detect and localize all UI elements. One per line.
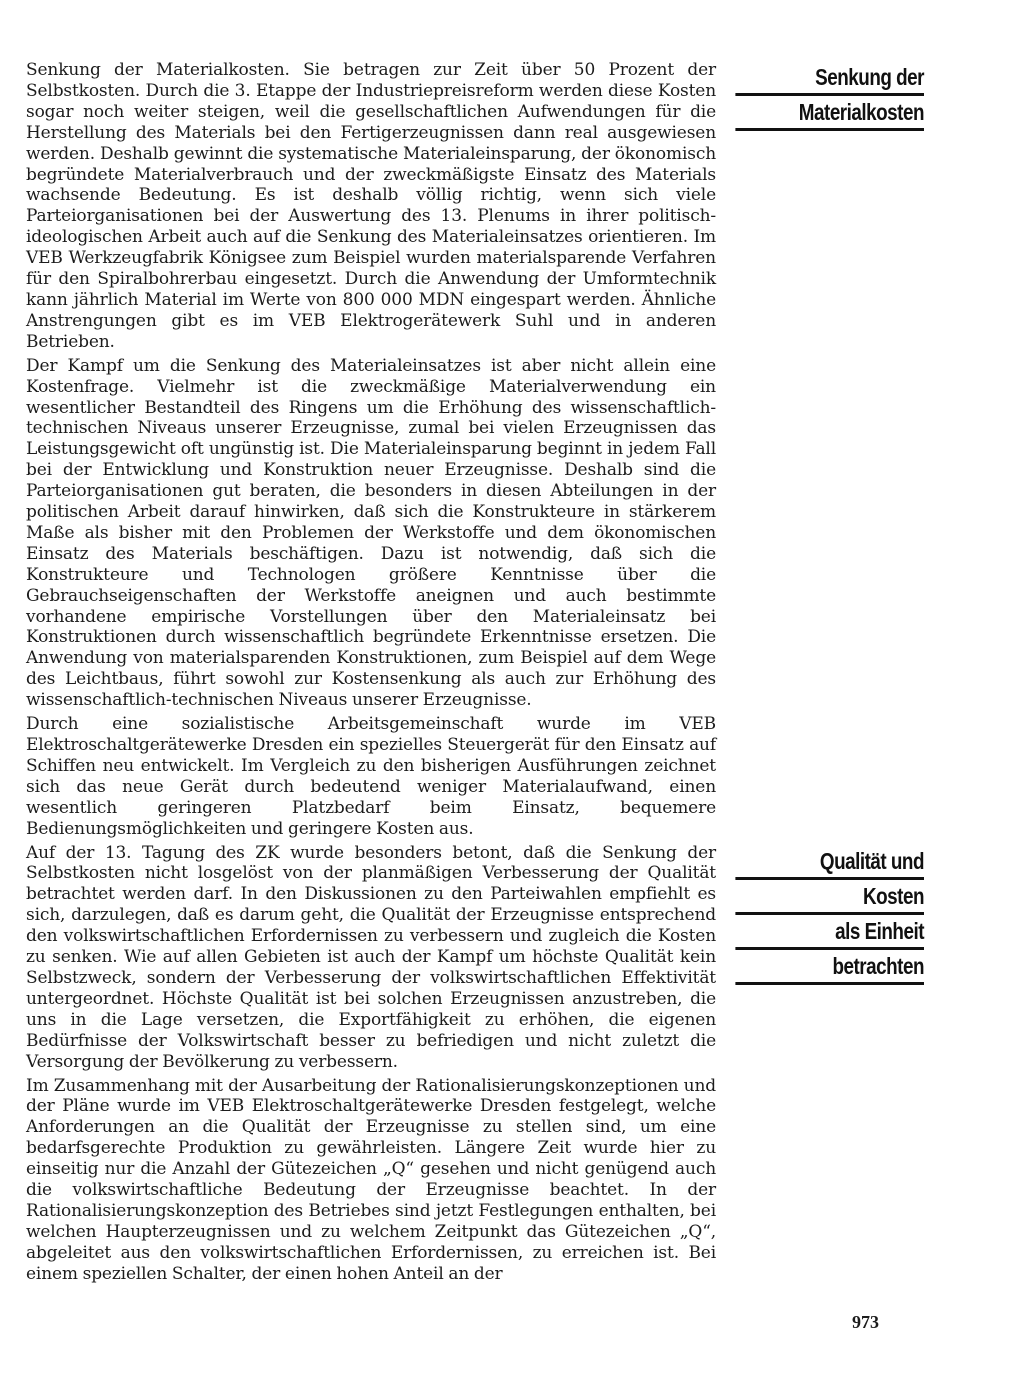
side-heading-line: als Einheit [735,918,924,950]
paragraph-rationalization: Im Zusammenhang mit der Ausarbeitung der Rationalisierungskonzeptionen und der Pläne wurde im VEB Elektroschaltgerätewerke Dresden festgelegt, welche Anforderungen an die Qualität der Erzeugnisse zu stellen sind, um eine bedarfsgerechte Produktion zu gewährleisten. Längere Zeit wurde hier zu einseitig nur die Anzahl der Gütezeichen „Q“ gesehen und nicht genügend auch die volkswirtschaftliche Bedeutung der Erzeugnisse beachtet. In der Rationalisierungskonzeption des Betriebes sind jetzt Festlegungen enthalten, bei welchen Haupterzeugnissen und zu welchem Zeitpunkt das Gütezeichen „Q“, abgeleitet aus den volkswirtschaftlichen Erfordernissen, zu erreichen ist. Bei einem speziellen Schalter, der einen hohen Anteil an der [26,1075,716,1284]
paragraph-material-fight: Der Kampf um die Senkung des Materialeinsatzes ist aber nicht allein eine Kostenfrage. Vielmehr ist die zweckmäßige Materialverwendung ein wesentlicher Bestandteil des Ringens um die Erhöhung des wissenschaftlich-technischen Niveaus unserer Erzeugnisse, zumal bei vielen Erzeugnissen das Leistungsgewicht oft ungünstig ist. Die Materialeinsparung beginnt in jedem Fall bei der Entwicklung und Konstruktion neuer Erzeugnisse. Deshalb sind die Parteiorganisationen gut beraten, die besonders in diesen Abteilungen in der politischen Arbeit darauf hinwirken, daß sich die Konstrukteure in stärkerem Maße als bisher mit den Problemen der Werkstoffe und dem ökonomischen Einsatz des Materials beschäftigen. Dazu ist notwendig, daß sich die Konstrukteure und Technologen größere Kenntnisse über die Gebrauchseigenschaften der Werkstoffe aneignen und auch bestimmte vorhandene empirische Vorstellungen über den Materialeinsatz bei Konstruktionen durch wissenschaftlich begründete Erkenntnisse ersetzen. Die Anwendung von materialsparenden Konstruktionen, zum Beispiel auf dem Wege des Leichtbaus, führt sowohl zur Kostensenkung als auch zur Erhöhung des wissenschaftlich-technischen Niveaus unserer Erzeugnisse. [26,355,716,711]
side-heading-quality-costs [735,848,924,988]
paragraph-dresden-example: Durch eine sozialistische Arbeitsgemeinschaft wurde im VEB Elektroschaltgerätewerke Dresden ein spezielles Steuergerät für den Einsatz auf Schiffen neu entwickelt. Im Vergleich zu den bisherigen Ausführungen zeichnet sich das neue Gerät durch bedeutend weniger Materialaufwand, einen wesentlich geringeren Platzbedarf beim Einsatz, bequemere Bedienungsmöglichkeiten und geringere Kosten aus. [26,714,716,839]
side-heading-line: Qualität und [735,848,924,880]
paragraph-material-costs: Senkung der Materialkosten. Sie betragen zur Zeit über 50 Prozent der Selbstkosten. Durch die 3. Etappe der Industriepreisreform werden diese Kosten sogar noch weiter steigen, weil die gesellschaftlichen Aufwendungen für die Herstellung des Materials bei den Fertigerzeugnissen dann real ausgewiesen werden. Deshalb gewinnt die systematische Materialeinsparung, der ökonomisch begründete Materialverbrauch und der zweckmäßigste Einsatz des Materials wachsende Bedeutung. Es ist deshalb völlig richtig, wenn sich viele Parteiorganisationen bei der Auswertung des 13. Plenums in ihrer politisch-ideologischen Arbeit auch auf die Senkung des Materialeinsatzes orientieren. Im VEB Werkzeugfabrik Königsee zum Beispiel wurden materialsparende Verfahren für den Spiralbohrerbau eingesetzt. Durch die Anwendung der Umformtechnik kann jährlich Material im Werte von 800 000 MDN eingespart werden. Ähnliche Anstrengungen gibt es im VEB Elektrogerätewerk Suhl und in anderen Betrieben. [26,60,716,352]
side-heading-line: Senkung der [735,64,924,96]
paragraph-quality-and-costs: Auf der 13. Tagung des ZK wurde besonders betont, daß die Senkung der Selbstkosten nicht losgelöst von der planmäßigen Verbesserung der Qualität betrachtet werden darf. In den Diskussionen zu den Parteiwahlen empfiehlt es sich, darzulegen, daß es darum geht, die Qualität der Erzeugnisse entsprechend den volkswirtschaftlichen Erfordernissen zu verbessern und zugleich die Kosten zu senken. Wie auf allen Gebieten ist auch der Kampf um höchste Qualität kein Selbstzweck, sondern der Verbesserung der volkswirtschaftlichen Effektivität untergeordnet. Höchste Qualität ist bei solchen Erzeugnissen anzustreben, die uns in die Lage versetzen, die Exportfähigkeit zu erhöhen, die eigenen Bedürfnisse der Volkswirtschaft besser zu befriedigen und nicht zuletzt die Versorgung der Bevölkerung zu verbessern. [26,842,716,1072]
side-heading-line: Materialkosten [735,99,924,131]
side-heading-line: Kosten [735,883,924,915]
main-text-column [26,60,716,1288]
page-number: 973 [852,1312,879,1332]
side-heading-material-costs [735,64,924,134]
side-heading-line: betrachten [735,953,924,985]
